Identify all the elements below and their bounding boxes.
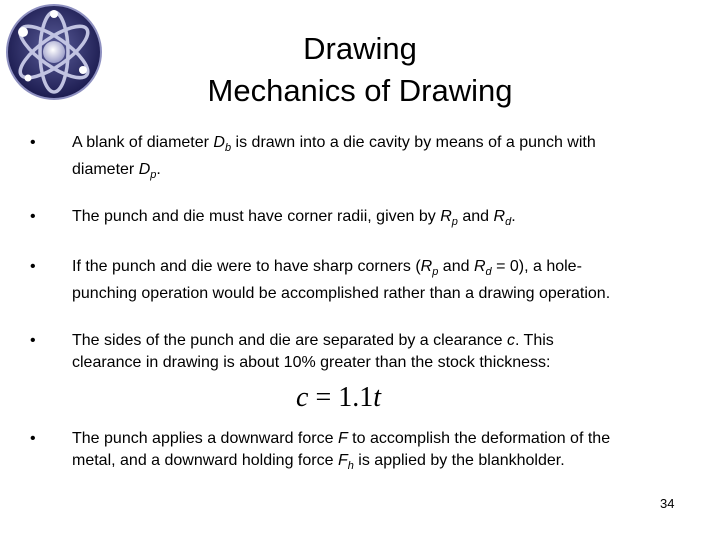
subscript: b [224,142,232,155]
text-run: F [337,452,348,469]
subscript: d [485,266,492,279]
bullet-marker: • [30,332,36,349]
subscript: p [451,216,458,229]
page-number: 34 [660,496,675,511]
text-run: punching operation would be accomplished rather than a drawing operation. [72,285,611,303]
text-run: metal, and a downward holding force [72,452,338,469]
text-run: F [337,430,348,447]
text-run: R [420,258,433,275]
bullet-marker: • [30,208,36,225]
bullet-text [72,330,692,374]
bullet-text [72,206,692,233]
text-run: If the punch and die were to have sharp corners ( [72,258,421,275]
text-run: D [213,134,225,151]
bullet-text [72,428,692,477]
bullet-marker: • [30,258,36,275]
formula-variable: t [373,382,382,413]
text-run: clearance in drawing is about 10% greater than the stock thickness: [72,354,551,371]
text-run: D [138,161,151,179]
text-run: The punch applies a downward force [72,430,338,447]
formula-operator: = 1.1 [308,382,374,413]
text-run: diameter [72,161,139,179]
text-run: is drawn into a die cavity by means of a punch with [231,134,596,151]
text-run: . [156,161,161,179]
text-run: R [493,208,506,225]
subscript: d [505,216,512,229]
text-run: R [473,258,486,275]
subscript: p [432,266,439,279]
bullet-marker: • [30,134,36,151]
text-run: c [506,332,515,349]
slide-title [130,28,590,112]
text-run: A blank of diameter [72,134,214,151]
text-run: . This [514,332,554,349]
bullet-text [72,132,692,186]
text-run: The sides of the punch and die are separated by a clearance [72,332,507,349]
text-run: is applied by the blankholder. [353,452,565,469]
text-run: = 0), a hole- [491,258,582,275]
text-run: R [440,208,452,225]
formula-variable: c [296,382,309,413]
subscript: h [347,460,354,473]
text-run: and [457,208,494,225]
bullet-marker: • [30,430,36,447]
title-line-2: Mechanics of Drawing [207,73,513,108]
title-line-1: Drawing [303,31,417,66]
text-run: The punch and die must have corner radii, given by [72,208,441,225]
clearance-formula [296,382,381,414]
text-run: and [438,258,474,275]
text-run: to accomplish the deformation of the [347,430,611,447]
bullet-text [72,256,692,305]
atom-logo-icon [4,2,104,102]
text-run: . [511,208,516,225]
subscript: p [150,169,157,182]
